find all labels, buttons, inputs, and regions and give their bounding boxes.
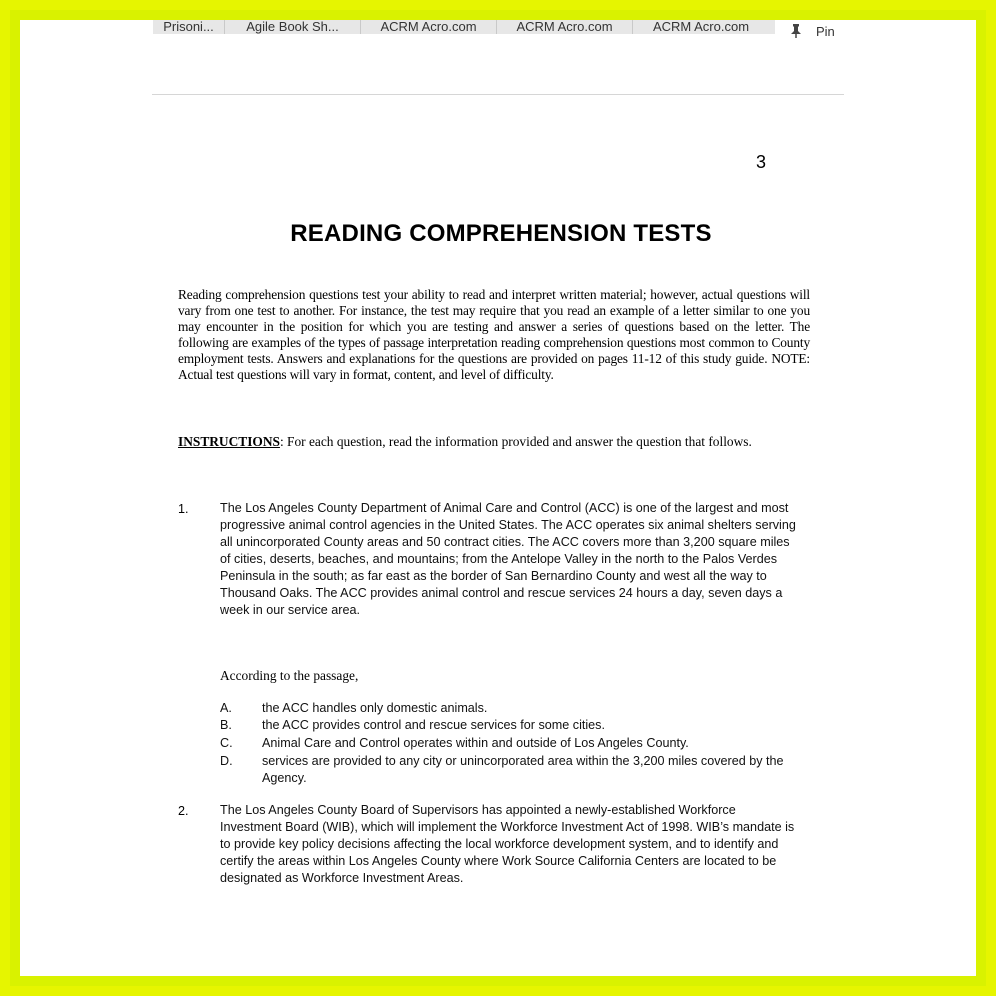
tab-2[interactable]: Agile Book Sh...: [225, 20, 361, 34]
answer-option: [220, 717, 810, 734]
pin-button[interactable]: [788, 20, 835, 44]
option-text: the ACC handles only domestic animals.: [262, 701, 488, 715]
answer-option: [220, 753, 810, 787]
answer-option: [220, 735, 810, 752]
instructions: [178, 434, 818, 450]
page-title: READING COMPREHENSION TESTS: [290, 220, 712, 247]
option-letter: C.: [220, 736, 233, 750]
page-number: 3: [756, 152, 767, 172]
instructions-text: : For each question, read the information provided and answer the question that follows.: [279, 434, 752, 449]
tab-3[interactable]: ACRM Acro.com: [361, 20, 497, 34]
option-letter: B.: [220, 718, 232, 732]
pin-label: Pin: [816, 23, 835, 39]
option-letter: A.: [220, 701, 232, 715]
question-passage: The Los Angeles County Board of Supervisors has appointed a newly-established Workforce Investment Board (WIB), which will implement the Workforce Investment Act of 1998. WIB’s mandate is to provide key policy decisions affecting the local workforce development system, and to identify and certify the areas within Los Angeles County where Work Source California Centers are located to be designated as Workforce Investment Areas.: [220, 803, 795, 885]
option-text: services are provided to any city or unincorporated area within the 3,200 miles covered by the Agency.: [262, 754, 784, 785]
tab-5[interactable]: ACRM Acro.com: [652, 20, 750, 34]
option-text: the ACC provides control and rescue services for some cities.: [262, 718, 605, 732]
intro-paragraph: Reading comprehension questions test your ability to read and interpret written material; however, actual questions will vary from one test to another. For instance, the test may require that you read an example of a letter similar to one you may encounter in the position for which you are testing and answer a series of questions based on the letter. The following are examples of the types of passage interpretation reading comprehension questions most common to County employment tests. Answers and explanations for the questions are provided on pages 11-12 of this study guide. NOTE: Actual test questions will vary in format, content, and level of difficulty.: [178, 287, 810, 382]
answer-option: [220, 700, 810, 717]
tab-strip: [153, 20, 775, 34]
option-letter: D.: [220, 754, 233, 768]
question-passage: The Los Angeles County Department of Animal Care and Control (ACC) is one of the largest and most progressive animal control agencies in the United States. The ACC operates six animal shelters serving all unincorporated County areas and 50 contract cities. The ACC covers more than 3,200 square miles of cities, deserts, beaches, and mountains; from the Antelope Valley in the north to the Palos Verdes Peninsula in the south; as far east as the border of San Bernardino County and west all the way to Thousand Oaks. The ACC provides animal control and rescue services 24 hours a day, seven days a week in our service area.: [220, 501, 796, 617]
question-number: 2.: [178, 804, 189, 818]
tab-1[interactable]: Prisoni...: [153, 20, 225, 34]
pin-icon: [788, 23, 804, 39]
question-stem: According to the passage,: [220, 668, 359, 683]
option-text: Animal Care and Control operates within and outside of Los Angeles County.: [262, 736, 689, 750]
tab-4[interactable]: ACRM Acro.com: [497, 20, 633, 34]
divider: [152, 94, 844, 95]
question-number: 1.: [178, 502, 189, 516]
instructions-label: INSTRUCTIONS: [178, 434, 280, 449]
document-viewer: [20, 20, 976, 976]
